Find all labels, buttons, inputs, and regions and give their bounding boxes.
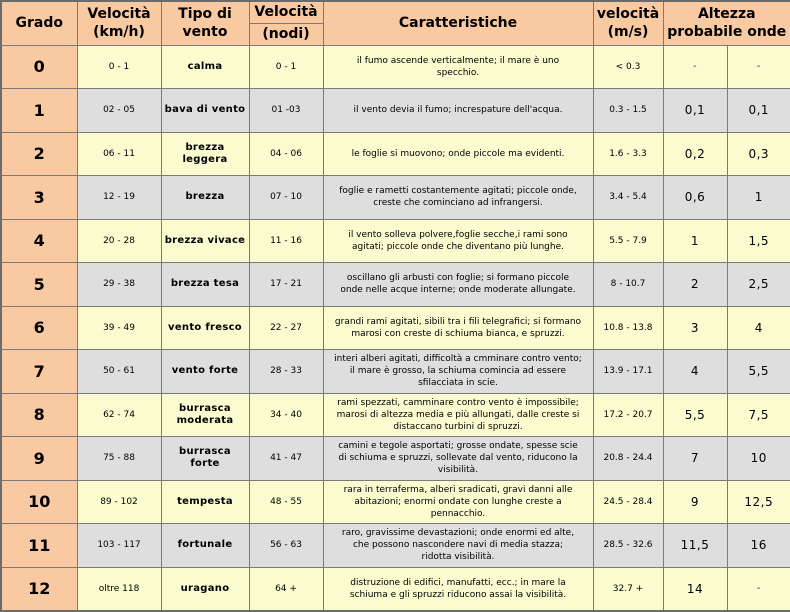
- table-row: [1, 393, 790, 437]
- tipo-vento-line: vento forte: [171, 365, 239, 377]
- velocita-nodi-cell: 64 +: [249, 567, 323, 611]
- tipo-vento-cell: [161, 393, 249, 437]
- altezza-onda-min-cell: 1: [663, 219, 727, 263]
- header-row: [1, 1, 790, 23]
- velocita-ms-cell: < 0.3: [593, 45, 663, 89]
- tipo-vento-line: calma: [187, 60, 223, 72]
- velocita-nodi-cell: 07 - 10: [249, 176, 323, 220]
- table-row: [1, 480, 790, 524]
- caratteristiche-line: le foglie si muovono; onde piccole ma evidenti.: [351, 148, 565, 159]
- header-velocita-kmh-line1: Velocità: [87, 6, 151, 23]
- header-altezza-onde: [663, 1, 790, 45]
- velocita-ms-cell: 0.3 - 1.5: [593, 89, 663, 133]
- tipo-vento-line: brezza vivace: [164, 234, 246, 246]
- tipo-vento-line: moderata: [176, 414, 234, 426]
- altezza-onda-min-cell: 14: [663, 567, 727, 611]
- grado-cell: 5: [1, 263, 77, 307]
- caratteristiche-line: distruzione di edifici, manufatti, ecc.; in mare la: [350, 577, 566, 588]
- velocita-nodi-cell: 41 - 47: [249, 437, 323, 481]
- tipo-vento-line: uragano: [180, 582, 230, 594]
- grado-cell: 11: [1, 524, 77, 568]
- caratteristiche-cell: [323, 393, 593, 437]
- caratteristiche-cell: [323, 132, 593, 176]
- tipo-vento-cell: [161, 524, 249, 568]
- header-velocita-kmh: [77, 1, 161, 45]
- velocita-kmh-cell: 02 - 05: [77, 89, 161, 133]
- caratteristiche-line: foglie e rametti costantemente agitati; piccole onde,: [339, 186, 577, 197]
- caratteristiche-line: di schiuma e spruzzi, sollevate dal vento, riducono la: [338, 453, 578, 464]
- altezza-onda-min-cell: 4: [663, 350, 727, 394]
- grado-cell: 8: [1, 393, 77, 437]
- velocita-kmh-cell: 75 - 88: [77, 437, 161, 481]
- table-row: [1, 132, 790, 176]
- tipo-vento-cell: [161, 350, 249, 394]
- header-velocita-kmh-line2: (km/h): [93, 24, 145, 41]
- tipo-vento-line: fortunale: [177, 539, 233, 551]
- caratteristiche-line: agitati; piccole onde che diventano più lunghe.: [352, 241, 564, 252]
- altezza-onda-max-cell: -: [727, 567, 790, 611]
- grado-cell: 10: [1, 480, 77, 524]
- altezza-onda-min-cell: 3: [663, 306, 727, 350]
- caratteristiche-line: schiuma e gli spruzzi riducono assai la visibilità.: [349, 589, 567, 600]
- caratteristiche-line: sfilacciata in scie.: [418, 378, 498, 389]
- caratteristiche-line: camini e tegole asportati; grosse ondate, spesse scie: [338, 441, 578, 452]
- velocita-nodi-cell: 28 - 33: [249, 350, 323, 394]
- altezza-onda-min-cell: 5,5: [663, 393, 727, 437]
- altezza-onda-max-cell: 5,5: [727, 350, 790, 394]
- velocita-kmh-cell: 89 - 102: [77, 480, 161, 524]
- altezza-onda-max-cell: 0,3: [727, 132, 790, 176]
- velocita-nodi-cell: 11 - 16: [249, 219, 323, 263]
- table-row: [1, 524, 790, 568]
- altezza-onda-max-cell: 2,5: [727, 263, 790, 307]
- tipo-vento-cell: [161, 437, 249, 481]
- altezza-onda-min-cell: 0,2: [663, 132, 727, 176]
- velocita-ms-cell: 28.5 - 32.6: [593, 524, 663, 568]
- tipo-vento-cell: [161, 89, 249, 133]
- caratteristiche-line: onde nelle acque interne; onde moderate allungate.: [340, 285, 576, 296]
- table-row: [1, 263, 790, 307]
- tipo-vento-line: vento fresco: [168, 321, 242, 333]
- table-row: [1, 567, 790, 611]
- grado-cell: 3: [1, 176, 77, 220]
- header-altezza-line2: probabile onde: [667, 24, 787, 41]
- caratteristiche-cell: [323, 480, 593, 524]
- velocita-nodi-cell: 0 - 1: [249, 45, 323, 89]
- altezza-onda-min-cell: 11,5: [663, 524, 727, 568]
- caratteristiche-cell: [323, 89, 593, 133]
- tipo-vento-line: bava di vento: [164, 104, 246, 116]
- caratteristiche-cell: [323, 350, 593, 394]
- caratteristiche-cell: [323, 176, 593, 220]
- caratteristiche-cell: [323, 219, 593, 263]
- altezza-onda-min-cell: -: [663, 45, 727, 89]
- velocita-ms-cell: 10.8 - 13.8: [593, 306, 663, 350]
- header-velocita-ms-line2: (m/s): [607, 24, 649, 41]
- caratteristiche-line: rara in terraferma, alberi sradicati, gravi danni alle: [343, 484, 573, 495]
- caratteristiche-line: il vento devia il fumo; increspature dell'acqua.: [353, 105, 563, 116]
- velocita-nodi-cell: 56 - 63: [249, 524, 323, 568]
- velocita-nodi-cell: 48 - 55: [249, 480, 323, 524]
- caratteristiche-cell: [323, 263, 593, 307]
- caratteristiche-line: ridotta visibilità.: [421, 552, 495, 563]
- tipo-vento-line: burrasca: [179, 446, 231, 458]
- velocita-ms-cell: 1.6 - 3.3: [593, 132, 663, 176]
- table-row: [1, 306, 790, 350]
- velocita-ms-cell: 32.7 +: [593, 567, 663, 611]
- velocita-nodi-cell: 17 - 21: [249, 263, 323, 307]
- velocita-kmh-cell: 50 - 61: [77, 350, 161, 394]
- table-row: [1, 45, 790, 89]
- header-tipo: [161, 1, 249, 45]
- table-row: [1, 219, 790, 263]
- velocita-kmh-cell: oltre 118: [77, 567, 161, 611]
- altezza-onda-max-cell: 7,5: [727, 393, 790, 437]
- header-caratteristiche: Caratteristiche: [323, 1, 593, 45]
- header-velocita-ms-line1: velocità: [596, 6, 660, 23]
- caratteristiche-line: marosi con creste di schiuma bianca, e spruzzi.: [351, 328, 565, 339]
- grado-cell: 2: [1, 132, 77, 176]
- velocita-nodi-cell: 34 - 40: [249, 393, 323, 437]
- tipo-vento-cell: [161, 567, 249, 611]
- velocita-kmh-cell: 12 - 19: [77, 176, 161, 220]
- grado-cell: 6: [1, 306, 77, 350]
- velocita-ms-cell: 5.5 - 7.9: [593, 219, 663, 263]
- altezza-onda-max-cell: 1: [727, 176, 790, 220]
- grado-cell: 9: [1, 437, 77, 481]
- caratteristiche-line: distaccano turbini di spruzzi.: [393, 421, 523, 432]
- caratteristiche-line: il vento solleva polvere,foglie secche,i rami sono: [348, 229, 568, 240]
- altezza-onda-min-cell: 9: [663, 480, 727, 524]
- velocita-kmh-cell: 103 - 117: [77, 524, 161, 568]
- table-row: [1, 89, 790, 133]
- grado-cell: 12: [1, 567, 77, 611]
- table-row: [1, 350, 790, 394]
- velocita-ms-cell: 8 - 10.7: [593, 263, 663, 307]
- altezza-onda-max-cell: 1,5: [727, 219, 790, 263]
- altezza-onda-max-cell: 12,5: [727, 480, 790, 524]
- header-grado: Grado: [1, 1, 77, 45]
- caratteristiche-line: specchio.: [436, 67, 480, 78]
- header-velocita-nodi-bottom: (nodi): [249, 23, 323, 45]
- altezza-onda-min-cell: 7: [663, 437, 727, 481]
- tipo-vento-cell: [161, 132, 249, 176]
- caratteristiche-line: che possono nascondere navi di media stazza;: [352, 540, 564, 551]
- table-row: [1, 437, 790, 481]
- caratteristiche-line: il mare è grosso, la schiuma comincia ad essere: [349, 366, 567, 377]
- velocita-nodi-cell: 22 - 27: [249, 306, 323, 350]
- grado-cell: 4: [1, 219, 77, 263]
- velocita-nodi-cell: 04 - 06: [249, 132, 323, 176]
- caratteristiche-line: creste che cominciano ad infrangersi.: [373, 198, 543, 209]
- caratteristiche-line: oscillano gli arbusti con foglie; si formano piccole: [346, 273, 570, 284]
- caratteristiche-cell: [323, 524, 593, 568]
- caratteristiche-line: il fumo ascende verticalmente; il mare è uno: [356, 55, 560, 66]
- altezza-onda-min-cell: 2: [663, 263, 727, 307]
- tipo-vento-line: burrasca: [179, 402, 231, 414]
- velocita-kmh-cell: 0 - 1: [77, 45, 161, 89]
- velocita-nodi-cell: 01 -03: [249, 89, 323, 133]
- tipo-vento-line: brezza: [185, 191, 225, 203]
- tipo-vento-line: forte: [190, 458, 220, 470]
- velocita-ms-cell: 17.2 - 20.7: [593, 393, 663, 437]
- altezza-onda-max-cell: 0,1: [727, 89, 790, 133]
- caratteristiche-cell: [323, 45, 593, 89]
- altezza-onda-max-cell: -: [727, 45, 790, 89]
- caratteristiche-line: visibilità.: [437, 465, 479, 476]
- header-tipo-line1: Tipo di: [178, 6, 232, 23]
- caratteristiche-line: rami spezzati, camminare contro vento è impossibile;: [337, 397, 579, 408]
- tipo-vento-cell: [161, 45, 249, 89]
- velocita-ms-cell: 3.4 - 5.4: [593, 176, 663, 220]
- tipo-vento-line: tempesta: [177, 495, 233, 507]
- caratteristiche-cell: [323, 306, 593, 350]
- velocita-ms-cell: 24.5 - 28.4: [593, 480, 663, 524]
- velocita-kmh-cell: 20 - 28: [77, 219, 161, 263]
- tipo-vento-line: brezza: [185, 141, 225, 153]
- caratteristiche-cell: [323, 567, 593, 611]
- velocita-ms-cell: 20.8 - 24.4: [593, 437, 663, 481]
- caratteristiche-line: marosi di altezza media e più allungati, dalle creste si: [336, 409, 580, 420]
- table-row: [1, 176, 790, 220]
- altezza-onda-min-cell: 0,1: [663, 89, 727, 133]
- caratteristiche-line: raro, gravissime devastazioni; onde enormi ed alte,: [341, 528, 575, 539]
- tipo-vento-cell: [161, 306, 249, 350]
- velocita-kmh-cell: 62 - 74: [77, 393, 161, 437]
- grado-cell: 1: [1, 89, 77, 133]
- tipo-vento-line: leggera: [182, 153, 228, 165]
- grado-cell: 7: [1, 350, 77, 394]
- caratteristiche-line: pennacchio.: [430, 508, 486, 519]
- velocita-kmh-cell: 39 - 49: [77, 306, 161, 350]
- velocita-kmh-cell: 06 - 11: [77, 132, 161, 176]
- tipo-vento-cell: [161, 480, 249, 524]
- grado-cell: 0: [1, 45, 77, 89]
- header-velocita-nodi-top: Velocità: [249, 1, 323, 23]
- caratteristiche-line: abitazioni; enormi ondate con lunghe creste a: [354, 496, 562, 507]
- altezza-onda-max-cell: 4: [727, 306, 790, 350]
- tipo-vento-line: brezza tesa: [170, 278, 240, 290]
- velocita-ms-cell: 13.9 - 17.1: [593, 350, 663, 394]
- velocita-kmh-cell: 29 - 38: [77, 263, 161, 307]
- altezza-onda-max-cell: 16: [727, 524, 790, 568]
- header-tipo-line2: vento: [182, 24, 228, 41]
- header-velocita-ms: [593, 1, 663, 45]
- caratteristiche-line: grandi rami agitati, sibili tra i fili telegrafici; si formano: [334, 316, 582, 327]
- tipo-vento-cell: [161, 176, 249, 220]
- tipo-vento-cell: [161, 219, 249, 263]
- caratteristiche-cell: [323, 437, 593, 481]
- header-altezza-line1: Altezza: [697, 6, 756, 23]
- altezza-onda-min-cell: 0,6: [663, 176, 727, 220]
- caratteristiche-line: interi alberi agitati, difficoltà a cmminare contro vento;: [334, 354, 582, 365]
- altezza-onda-max-cell: 10: [727, 437, 790, 481]
- tipo-vento-cell: [161, 263, 249, 307]
